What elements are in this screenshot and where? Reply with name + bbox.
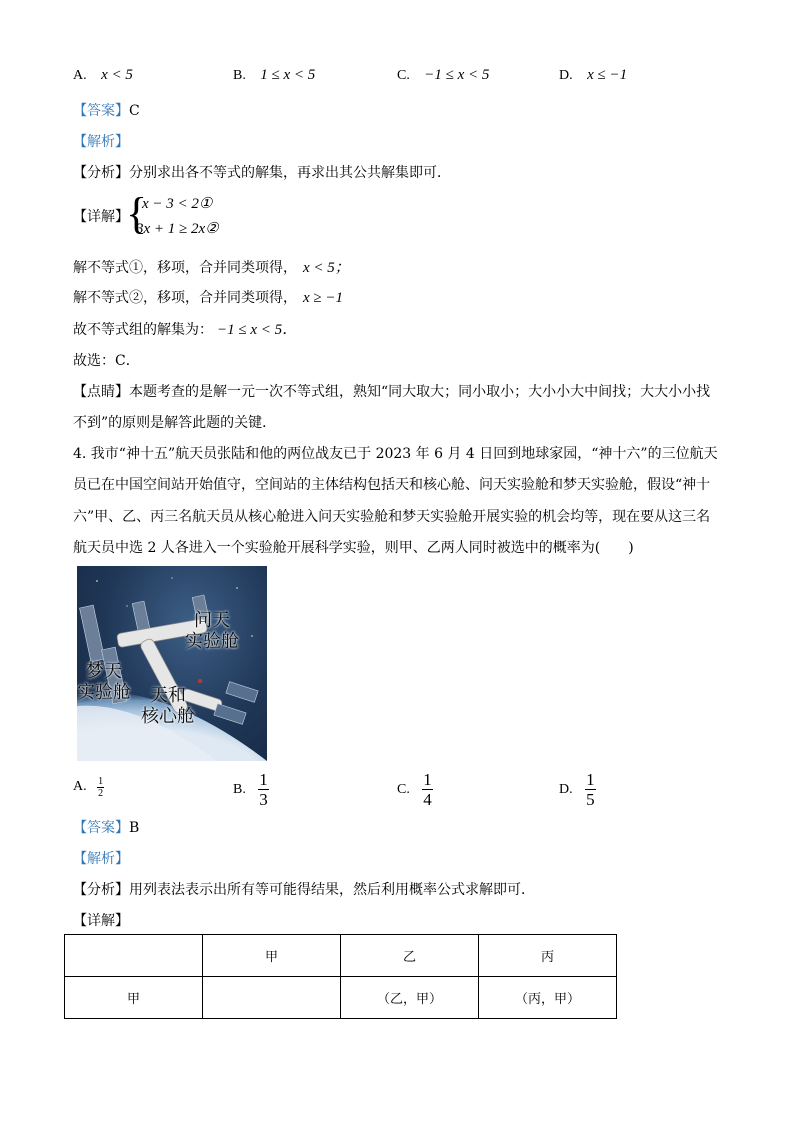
fraction-a: $\frac{1}{2}$ — [98, 776, 104, 799]
table-header-cell: 丙 — [479, 935, 617, 977]
fraction-d: $\frac{1}{5}$ — [586, 770, 595, 809]
q4-answer-value: B — [129, 820, 140, 836]
q4-fenxi-text: 用列表法表示出所有等可能得结果，然后利用概率公式求解即可． — [129, 882, 535, 898]
q4-answer-tag: 【答案】 — [73, 820, 129, 836]
option-a-expr: x < 5 — [101, 67, 133, 83]
step-3: 故不等式组的解集为： −1 ≤ x < 5． — [73, 322, 298, 338]
answer-line — [73, 100, 140, 120]
option-b: B. 1 ≤ x < 5 — [233, 67, 316, 83]
q4-option-c: C. $\frac{1}{4}$ — [397, 770, 432, 809]
q4-analysis-tag: 【解析】 — [73, 851, 129, 867]
table-header-cell — [65, 935, 203, 977]
table-header-cell: 乙 — [341, 935, 479, 977]
q4-option-b: B. $\frac{1}{3}$ — [233, 770, 268, 809]
fraction-b: $\frac{1}{3}$ — [259, 770, 268, 809]
table-header-cell: 甲 — [203, 935, 341, 977]
answer-value: C — [129, 103, 140, 119]
table-cell — [203, 977, 341, 1019]
table-cell: 甲 — [65, 977, 203, 1019]
fenxi-text: 分别求出各不等式的解集，再求出其公共解集即可． — [129, 165, 451, 181]
analysis-tag: 【解析】 — [73, 134, 129, 150]
comment-line-1: 【点睛】本题考查的是解一元一次不等式组，熟知“同大取大；同小取小；大小小大中间找；大大小小找 — [73, 384, 711, 400]
q4-stem-line-1: 4. 我市“神十五”航天员张陆和他的两位战友已于 2023 年 6 月 4 日回到地球家园，“神十六”的三位航天 — [73, 446, 718, 462]
label-wentian: 问天 实验舱 — [185, 610, 239, 652]
q4-detail-tag: 【详解】 — [73, 913, 129, 929]
q4-fenxi-tag: 【分析】 — [73, 882, 129, 898]
q4-stem-line-3: 六”甲、乙、丙三名航天员从核心舱进入问天实验舱和梦天实验舱开展实验的机会均等，现在要从这三名 — [73, 509, 711, 525]
left-brace: { — [126, 189, 148, 238]
comment-tag: 【点睛】 — [73, 384, 129, 400]
option-d: D. x ≤ −1 — [559, 67, 628, 83]
label-tianhe: 天和 核心舱 — [141, 685, 195, 727]
q4-option-d: D. $\frac{1}{5}$ — [559, 770, 595, 809]
option-a: A. x < 5 — [73, 67, 133, 83]
q4-stem-line-4: 航天员中选 2 人各进入一个实验舱开展科学实验，则甲、乙两人同时被选中的概率为( ) — [73, 540, 634, 556]
system-line-2: 3x + 1 ≥ 2x② — [136, 221, 219, 237]
q4-answer-line — [73, 817, 139, 837]
fenxi-tag: 【分析】 — [73, 165, 129, 181]
analysis-line — [73, 162, 451, 182]
option-c: C. −1 ≤ x < 5 — [397, 67, 490, 83]
comment-line-2: 不到”的原则是解答此题的关键． — [73, 415, 277, 431]
table-row — [65, 977, 617, 1019]
probability-table — [64, 934, 617, 1019]
option-c-expr: −1 ≤ x < 5 — [424, 67, 490, 83]
answer-tag: 【答案】 — [73, 103, 129, 119]
step-2: 解不等式②，移项，合并同类项得， x ≥ −1 — [73, 290, 344, 306]
fraction-c: $\frac{1}{4}$ — [423, 770, 432, 809]
option-d-expr: x ≤ −1 — [587, 67, 628, 83]
step-1: 解不等式①，移项，合并同类项得， x < 5； — [73, 260, 350, 276]
table-header-row — [65, 935, 617, 977]
q4-option-a: A. $\frac{1}{2}$ — [73, 776, 104, 799]
choose-line: 故选：C． — [73, 353, 140, 369]
q4-stem-line-2: 员已在中国空间站开始值守，空间站的主体结构包括天和核心舱、问天实验舱和梦天实验舱，假设“神十 — [73, 477, 711, 493]
table-cell: （乙，甲） — [341, 977, 479, 1019]
system-line-1: x − 3 < 2① — [142, 196, 213, 212]
detail-tag: 【详解】 — [73, 209, 129, 225]
space-station-image — [77, 566, 267, 761]
table-cell: （丙，甲） — [479, 977, 617, 1019]
q4-analysis-line — [73, 879, 535, 899]
label-mengtian: 梦天 实验舱 — [77, 661, 131, 703]
option-b-expr: 1 ≤ x < 5 — [260, 67, 316, 83]
